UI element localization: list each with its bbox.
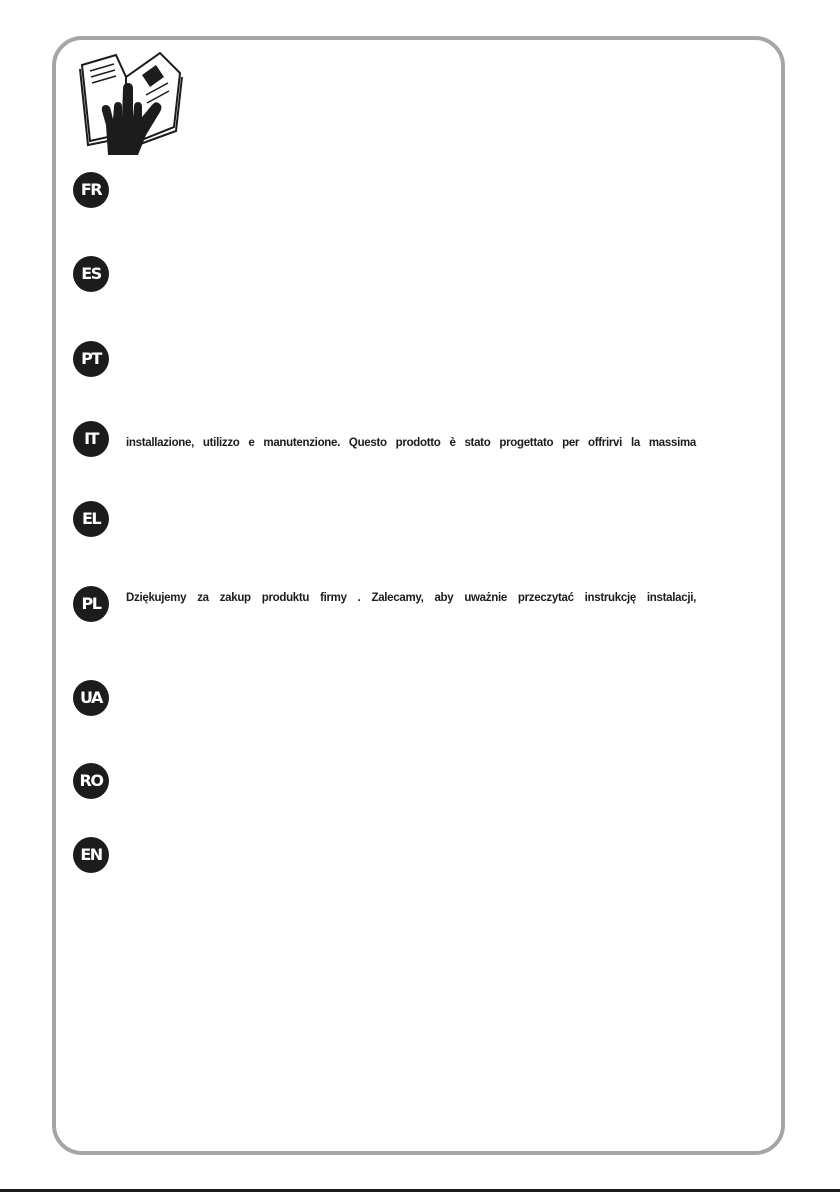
language-text-pl: Dziękujemy za zakup produktu firmy . Zalecamy, aby uważnie przeczytać instrukcję instalacji, [126, 592, 696, 604]
read-manual-icon [76, 47, 186, 159]
language-badge-ro: RO [73, 763, 109, 799]
language-badge-ua: UA [73, 680, 109, 716]
language-badge-en: EN [73, 837, 109, 873]
language-badge-es: ES [73, 256, 109, 292]
language-badge-pl: PL [73, 586, 109, 622]
language-badge-it: IT [73, 421, 109, 457]
language-text-it: installazione, utilizzo e manutenzione. Questo prodotto è stato progettato per offrirvi la massima [126, 437, 696, 449]
language-badge-el: EL [73, 501, 109, 537]
language-badge-fr: FR [73, 172, 109, 208]
language-badge-pt: PT [73, 341, 109, 377]
